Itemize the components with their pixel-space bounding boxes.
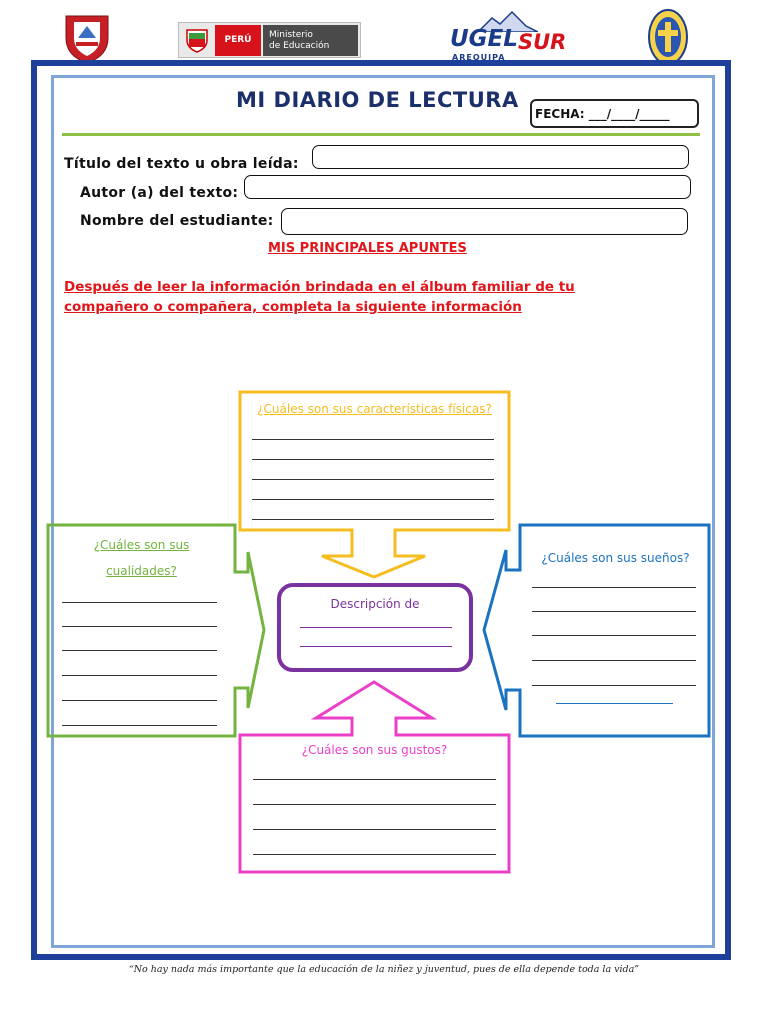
title-field-label: Título del texto u obra leída:	[64, 156, 299, 172]
answer-line[interactable]	[62, 701, 217, 726]
answer-line[interactable]	[532, 661, 696, 686]
answer-line[interactable]	[556, 703, 673, 704]
school-crest-icon	[62, 12, 112, 64]
instruction-text: Después de leer la información brindada en el álbum familiar de tu compañero o compañera, completa la siguiente información	[64, 279, 575, 315]
qualities-question-line-2: cualidades?	[106, 564, 177, 578]
ministry-name	[263, 25, 358, 56]
ministry-line-1: Ministerio	[269, 30, 313, 40]
student-field-label: Nombre del estudiante:	[80, 213, 274, 229]
likes-lines[interactable]	[253, 759, 496, 855]
answer-line[interactable]	[532, 588, 696, 612]
answer-line[interactable]	[62, 583, 217, 603]
ugel-name: UGEL	[450, 26, 518, 52]
answer-line[interactable]	[252, 420, 494, 440]
physical-traits-question: ¿Cuáles son sus características físicas?	[257, 402, 492, 416]
answer-line[interactable]	[253, 759, 496, 780]
answer-line[interactable]	[252, 480, 494, 500]
answer-line[interactable]	[253, 780, 496, 805]
qualities-question-line-1: ¿Cuáles son sus	[93, 538, 190, 552]
author-field-label: Autor (a) del texto:	[80, 185, 239, 201]
answer-line[interactable]	[252, 460, 494, 480]
page-title: MI DIARIO DE LECTURA	[236, 88, 519, 112]
physical-traits-lines[interactable]	[252, 420, 494, 520]
answer-line[interactable]	[532, 568, 696, 588]
answer-line[interactable]	[62, 651, 217, 676]
description-line[interactable]	[300, 646, 452, 647]
answer-line[interactable]	[252, 440, 494, 460]
ugel-logo	[448, 10, 567, 62]
qualities-lines[interactable]	[62, 583, 217, 726]
footer-quote: “No hay nada más importante que la educación de la niñez y juventud, pues de ella depende toda la vida”	[128, 964, 640, 975]
peru-shield-icon	[183, 26, 211, 54]
dreams-question: ¿Cuáles son sus sueños?	[541, 551, 690, 565]
author-field[interactable]	[244, 175, 691, 199]
parish-crest-icon	[647, 8, 689, 66]
student-field[interactable]	[281, 208, 688, 235]
ministry-country: PERÚ	[215, 25, 261, 56]
notes-heading: MIS PRINCIPALES APUNTES	[268, 241, 467, 256]
answer-line[interactable]	[62, 603, 217, 627]
answer-line[interactable]	[62, 627, 217, 651]
answer-line[interactable]	[532, 612, 696, 636]
title-divider	[62, 133, 700, 136]
title-field[interactable]	[312, 145, 689, 169]
ugel-sur: SUR	[518, 30, 567, 54]
dreams-lines[interactable]	[532, 568, 696, 686]
answer-line[interactable]	[252, 500, 494, 520]
answer-line[interactable]	[532, 636, 696, 661]
answer-line[interactable]	[253, 830, 496, 855]
likes-question: ¿Cuáles son sus gustos?	[301, 743, 448, 757]
answer-line[interactable]	[253, 805, 496, 830]
ministry-line-2: de Educación	[269, 41, 330, 51]
ministry-logo	[178, 22, 361, 58]
answer-line[interactable]	[62, 676, 217, 701]
ugel-sub: AREQUIPA	[452, 53, 506, 62]
description-line[interactable]	[300, 627, 452, 628]
date-field[interactable]: FECHA: ___/____/_____	[530, 99, 699, 128]
description-label: Descripción de	[330, 597, 420, 611]
